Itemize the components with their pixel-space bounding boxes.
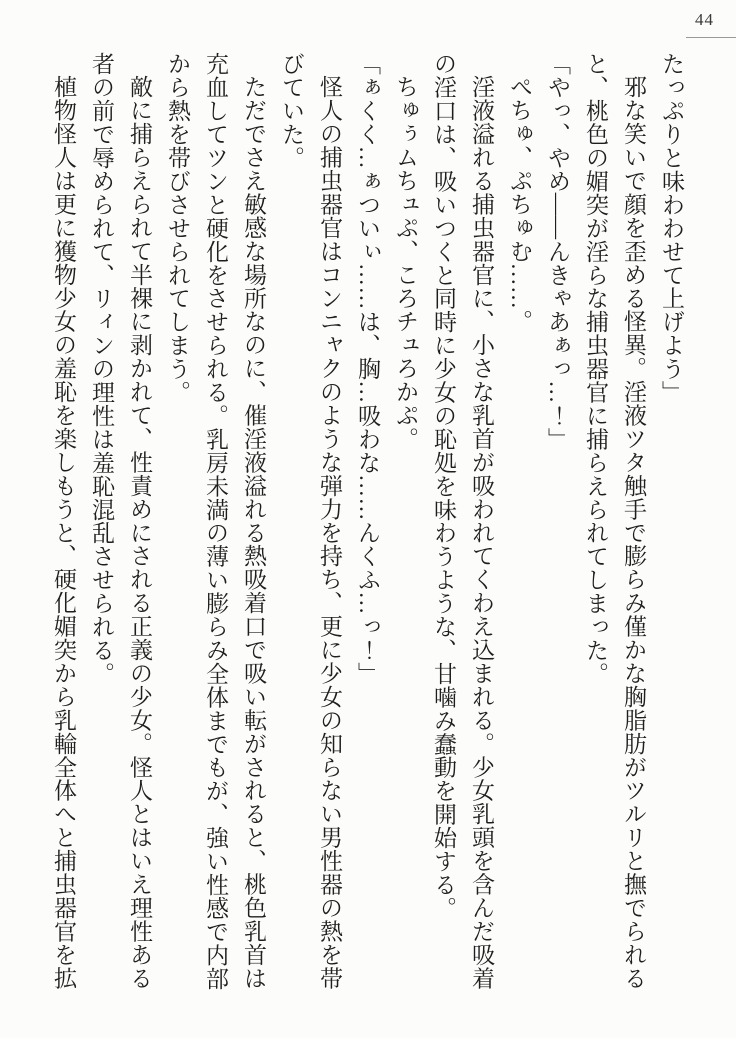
- paragraph: 「やっ、やめ――んきゃあぁっ…！」: [545, 52, 570, 451]
- paragraph: ただでさえ敏感な場所なのに、催淫液溢れる熱吸着口で吸い転がされると、桃色乳首は充血してツンと硬化をさせられる。乳房未満の薄い膨らみ全体までもが、強い性感で内部から熱を帯びさせられてしまう。: [165, 52, 266, 990]
- paragraph: 「ぁくく…ぁついぃ……は、胸…吸わな……んくふ…っ！」: [355, 52, 380, 686]
- vertical-text-block: [44, 52, 690, 992]
- paragraph: 怪人の捕虫器官はコンニャクのような弾力を持ち、更に少女の知らない男性器の熱を帯びていた。: [279, 52, 342, 990]
- paragraph: 植物怪人は更に獲物少女の羞恥を楽しもうと、硬化媚突から乳輪全体へと捕虫器官を拡: [51, 75, 76, 990]
- paragraph: たっぷりと味わわせて上げよう」: [659, 52, 684, 404]
- paragraph: 敵に捕らえられて半裸に剥かれて、性責めにされる正義の少女。怪人とはいえ理性ある者の前で辱められて、リィンの理性は羞恥混乱させられる。: [89, 52, 152, 990]
- page-number-rule: [686, 37, 736, 38]
- paragraph: ちゅぅムちュぷ、ころチュろかぷ。: [393, 75, 418, 451]
- page-number: 44: [695, 10, 714, 29]
- paragraph: 淫液溢れる捕虫器官に、小さな乳首が吸われてくわえ込まれる。少女乳頭を含んだ吸着の淫口は、吸いつくと同時に少女の恥処を味わうような、甘噛み蠢動を開始する。: [431, 52, 494, 990]
- paragraph: ぺちゅ、ぷちゅむ……。: [507, 75, 532, 333]
- paragraph: 邪な笑いで顔を歪める怪異。淫液ツタ触手で膨らみ僅かな胸脂肪がツルリと撫でられると、桃色の媚突が淫らな捕虫器官に捕らえられてしまった。: [583, 52, 646, 990]
